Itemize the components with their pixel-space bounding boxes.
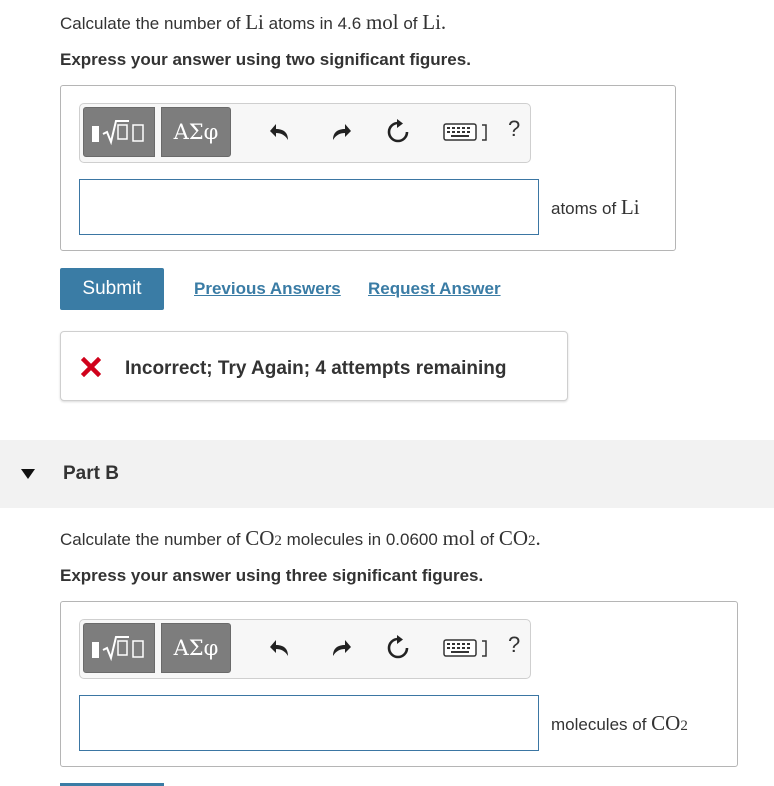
fraction-sqrt-templates-button[interactable] — [83, 107, 155, 157]
part-b-unit-label: molecules of CO2 — [551, 711, 688, 735]
reset-icon[interactable] — [384, 118, 412, 146]
part-a-unit-label: atoms of Li — [551, 195, 640, 219]
submit-button[interactable]: Submit — [60, 268, 164, 310]
collapse-triangle-icon[interactable] — [20, 468, 36, 480]
part-b-header[interactable] — [0, 440, 774, 508]
part-a-instruction: Express your answer using two significant figures. — [60, 50, 471, 69]
redo-icon[interactable] — [327, 118, 355, 146]
feedback-message: Incorrect; Try Again; 4 attempts remaining — [125, 358, 507, 379]
keyboard-icon[interactable] — [442, 634, 494, 662]
greek-symbols-button[interactable]: ΑΣφ — [161, 623, 231, 673]
part-a-answer-input[interactable] — [79, 179, 539, 235]
incorrect-x-icon — [81, 357, 101, 377]
part-b-math-toolbar — [79, 619, 531, 679]
feedback-box — [60, 331, 568, 401]
part-b-instruction: Express your answer using three significant figures. — [60, 566, 484, 585]
fraction-sqrt-templates-button[interactable] — [83, 623, 155, 673]
request-answer-link[interactable]: Request Answer — [368, 279, 501, 298]
templates-icon — [89, 116, 149, 148]
help-button[interactable]: ? — [508, 632, 521, 657]
part-a-answer-box — [60, 85, 676, 251]
reset-icon[interactable] — [384, 634, 412, 662]
previous-answers-link[interactable]: Previous Answers — [194, 279, 341, 298]
part-b-answer-box — [60, 601, 738, 767]
part-b-answer-input[interactable] — [79, 695, 539, 751]
undo-icon[interactable] — [266, 634, 294, 662]
part-b-question: Calculate the number of CO2 molecules in 0.0600 mol of CO2. — [60, 526, 541, 550]
templates-icon — [89, 632, 149, 664]
part-a-question: Calculate the number of Li atoms in 4.6 mol of Li. — [60, 10, 447, 34]
greek-symbols-button[interactable]: ΑΣφ — [161, 107, 231, 157]
undo-icon[interactable] — [266, 118, 294, 146]
part-a-math-toolbar — [79, 103, 531, 163]
keyboard-icon[interactable] — [442, 118, 494, 146]
help-button[interactable]: ? — [508, 116, 521, 141]
part-b-title: Part B — [63, 463, 119, 484]
redo-icon[interactable] — [327, 634, 355, 662]
